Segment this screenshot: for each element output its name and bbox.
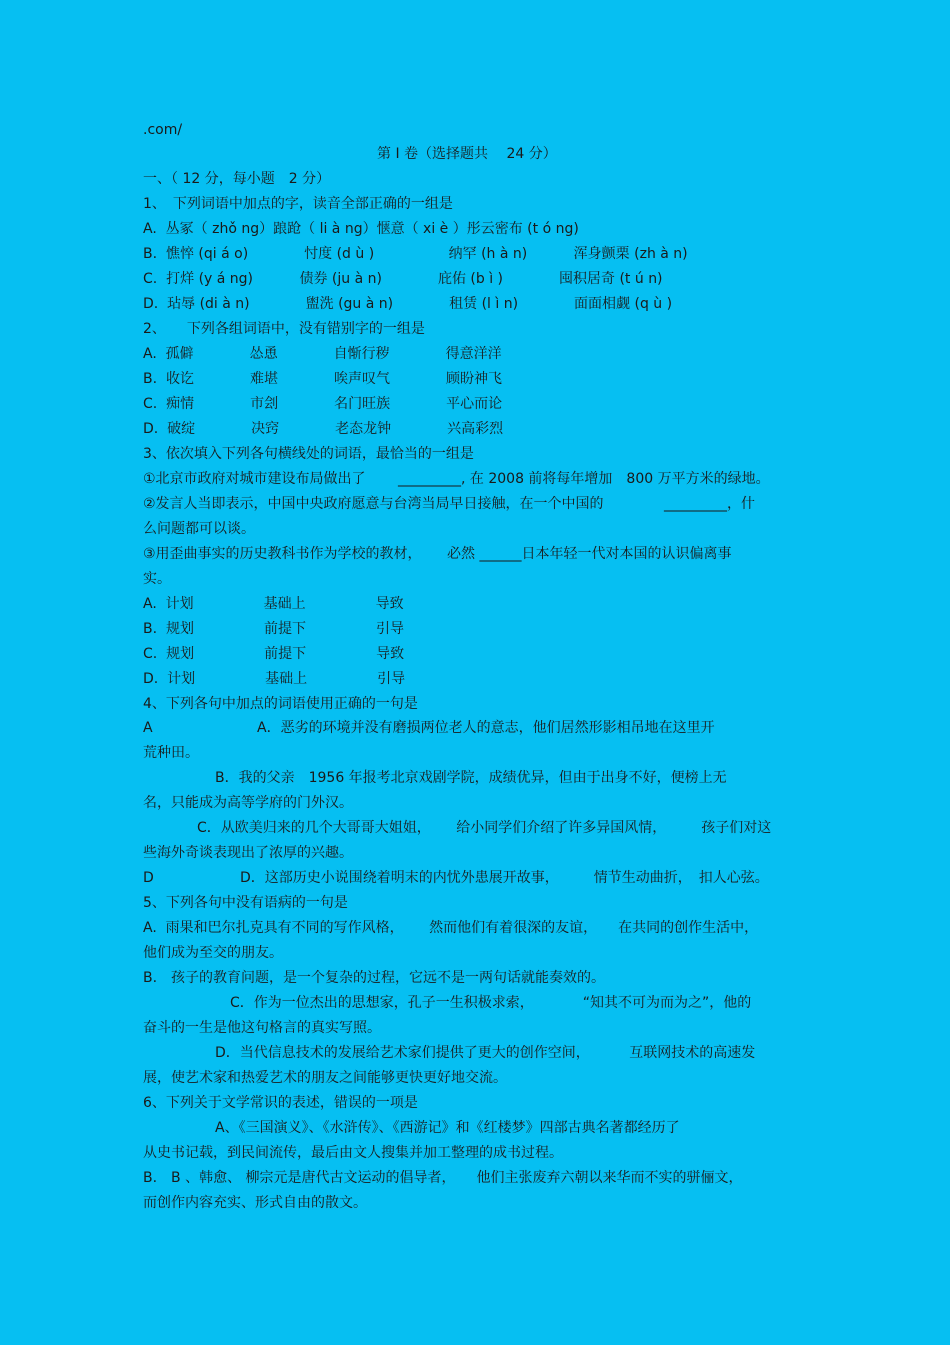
q1-option-d: D. 玷辱 (di à n) 盥洗 (gu à n) 租赁 (l ì n) 面面相觑 (q ù )	[143, 296, 673, 312]
q3-sentence-2-cont: 么问题都可以谈。	[143, 521, 255, 537]
q4-option-a-cont: 荒种田。	[143, 745, 199, 761]
q5-option-d: D．当代信息技术的发展给艺术家们提供了更大的创作空间， 互联网技术的高速发	[215, 1045, 756, 1061]
q4-option-c-cont: 些海外奇谈表现出了浓厚的兴趣。	[143, 845, 353, 861]
part1-heading: 一、（ 12 分，每小题 2 分）	[143, 171, 331, 187]
q5-option-a-cont: 他们成为至交的朋友。	[143, 945, 283, 961]
q2-option-c: C. 痴情 市刽 名门旺族 平心而论	[143, 396, 503, 412]
q5-option-a: A. 雨果和巴尔扎克具有不同的写作风格， 然而他们有着很深的友谊， 在共同的创作生活中，	[143, 920, 759, 936]
q3-option-d: D. 计划 基础上 引导	[143, 671, 406, 687]
q2-option-a: A. 孤僻 怂恿 自惭行秽 得意洋洋	[143, 346, 502, 362]
q4-option-d: D．这部历史小说围绕着明末的内忧外患展开故事， 情节生动曲折， 扣人心弦。	[240, 870, 769, 886]
q2-stem: 2、 下列各组词语中，没有错别字的一组是	[143, 321, 425, 337]
q6-option-b-cont: 而创作内容充实、形式自由的散文。	[143, 1195, 367, 1211]
q3-sentence-2: ②发言人当即表示，中国中央政府愿意与台湾当局早日接触，在一个中国的 _________，什	[143, 496, 755, 512]
q3-sentence-3-cont: 实。	[143, 571, 171, 587]
q4-stem: 4、下列各句中加点的词语使用正确的一句是	[143, 696, 418, 712]
q2-option-b: B. 收讫 难堪 唉声叹气 顾盼神飞	[143, 371, 502, 387]
q3-option-c: C. 规划 前提下 导致	[143, 646, 405, 662]
q1-option-a: A. 丛冢（ zhǒ ng）踉跄（ li à ng）惬意（ xi è ）彤云密布 (t ó ng)	[143, 221, 579, 237]
q5-option-c: C．作为一位杰出的思想家，孔子一生积极求索， “知其不可为而为之”，他的	[230, 995, 752, 1011]
q4-option-d-prefix: D	[143, 870, 154, 886]
q1-stem: 1、 下列词语中加点的字，读音全部正确的一组是	[143, 196, 453, 212]
q3-stem: 3、依次填入下列各句横线处的词语，最恰当的一组是	[143, 446, 474, 462]
q4-option-b: B．我的父亲 1956 年报考北京戏剧学院，成绩优异，但由于出身不好，便榜上无	[215, 770, 727, 786]
q5-stem: 5、下列各句中没有语病的一句是	[143, 895, 348, 911]
q3-sentence-1: ①北京市政府对城市建设布局做出了 _________, 在 2008 前将每年增加 800 万平方米的绿地。	[143, 471, 770, 487]
q6-option-b: B. B 、韩愈、 柳宗元是唐代古文运动的倡导者， 他们主张废弃六朝以来华而不实的骈俪文，	[143, 1170, 743, 1186]
q6-option-a: A、《三国演义》、《水浒传》、《西游记》和《红楼梦》四部古典名著都经历了	[215, 1120, 680, 1136]
q3-option-a: A. 计划 基础上 导致	[143, 596, 404, 612]
q4-option-c: C．从欧美归来的几个大哥哥大姐姐， 给小同学们介绍了许多异国风情， 孩子们对这	[197, 820, 772, 836]
q6-stem: 6、下列关于文学常识的表述，错误的一项是	[143, 1095, 418, 1111]
q3-sentence-3: ③用歪曲事实的历史教科书作为学校的教材， 必然 ______日本年轻一代对本国的认识偏离事	[143, 546, 732, 562]
q5-option-d-cont: 展，使艺术家和热爱艺术的朋友之间能够更快更好地交流。	[143, 1070, 507, 1086]
q5-option-b: B. 孩子的教育问题，是一个复杂的过程，它远不是一两句话就能奏效的。	[143, 970, 606, 986]
q1-option-b: B. 憔悴 (qi á o) 忖度 (d ù ) 纳罕 (h à n) 浑身颤栗 (zh à n)	[143, 246, 688, 262]
q6-option-a-cont: 从史书记载，到民间流传，最后由文人搜集并加工整理的成书过程。	[143, 1145, 563, 1161]
q2-option-d: D. 破绽 决窍 老态龙钟 兴高彩烈	[143, 421, 504, 437]
header-url: .com/	[143, 122, 183, 138]
q4-option-a-prefix: A	[143, 720, 153, 736]
q1-option-c: C. 打烊 (y á ng) 债券 (ju à n) 庇佑 (b ì ) 囤积居奇 (t ú n)	[143, 271, 663, 287]
q4-option-b-cont: 名，只能成为高等学府的门外汉。	[143, 795, 353, 811]
q4-option-a: A．恶劣的环境并没有磨损两位老人的意志，他们居然形影相吊地在这里开	[257, 720, 715, 736]
section-title: 第 I 卷（选择题共 24 分）	[377, 146, 557, 162]
q3-option-b: B. 规划 前提下 引导	[143, 621, 404, 637]
q5-option-c-cont: 奋斗的一生是他这句格言的真实写照。	[143, 1020, 381, 1036]
